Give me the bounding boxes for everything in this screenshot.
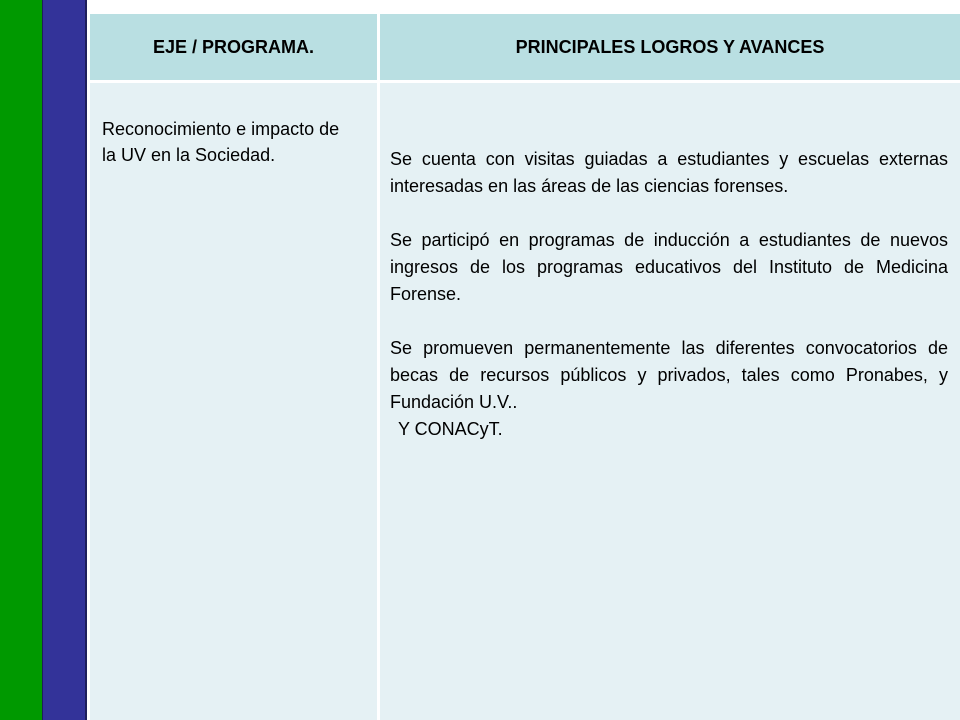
- eje-text: Reconocimiento e impacto de la UV en la Sociedad.: [102, 119, 340, 165]
- row-logros-cell: [380, 83, 960, 720]
- achievement-paragraph: Se participó en programas de inducción a estudiantes de nuevos ingresos de los programas educativos del Instituto de Medicina Forense.: [390, 230, 948, 304]
- logros-text-block: [390, 146, 948, 443]
- blue-side-bar: [42, 0, 87, 720]
- row-eje-cell: [90, 83, 377, 720]
- achievements-table: [90, 0, 960, 720]
- header-right-label: PRINCIPALES LOGROS Y AVANCES: [515, 36, 825, 57]
- achievement-paragraph-text: Se promueven permanentemente las diferentes convocatorios de becas de recursos públicos y privados, tales como Pronabes, y Fundación U.V..: [390, 338, 948, 412]
- achievement-paragraph: [390, 335, 948, 443]
- header-logros-avances: [380, 14, 960, 80]
- achievement-final-line: Y CONACyT.: [398, 419, 503, 439]
- header-eje-programa: [90, 14, 377, 80]
- header-left-label: EJE / PROGRAMA.: [152, 36, 315, 57]
- achievement-paragraph: Se cuenta con visitas guiadas a estudiantes y escuelas externas interesadas en las áreas de las ciencias forenses.: [390, 149, 948, 196]
- green-side-bar: [0, 0, 42, 720]
